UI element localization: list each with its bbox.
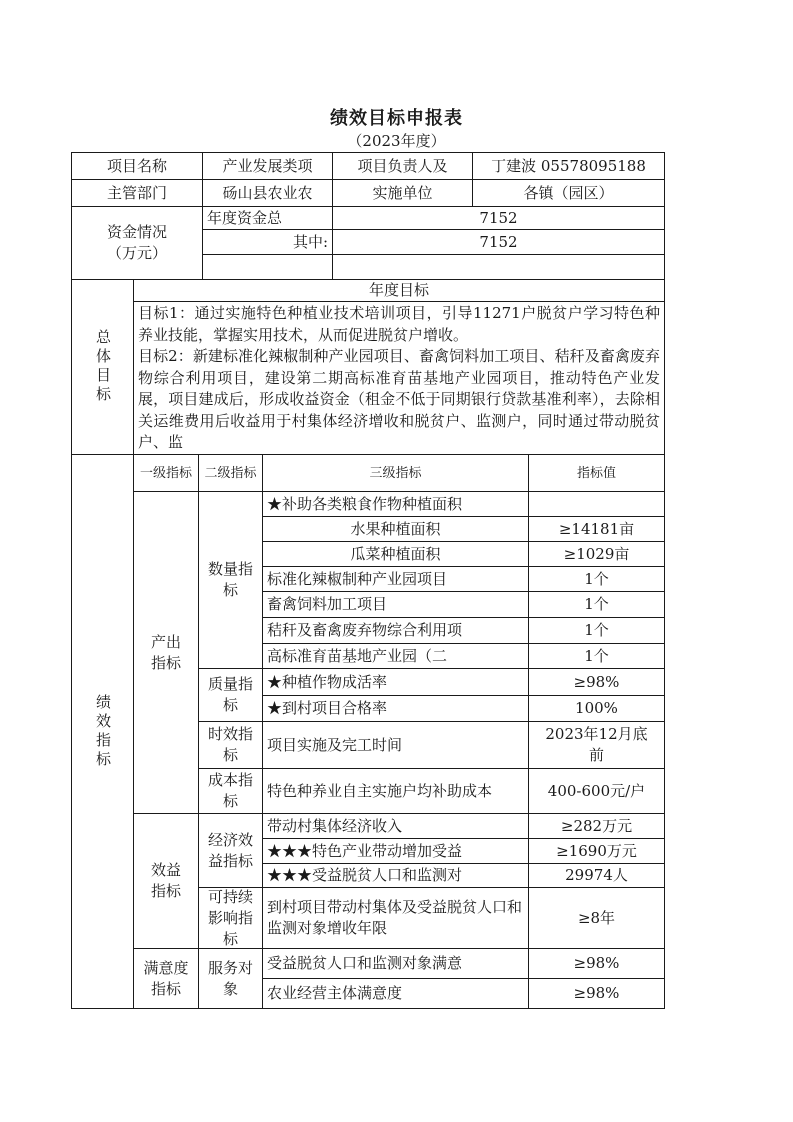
indicator-value: ≥8年 bbox=[528, 887, 665, 949]
header-value: 指标值 bbox=[528, 454, 665, 492]
funds-label-line2: （万元） bbox=[106, 244, 167, 262]
project-owner-label: 项目负责人及 bbox=[332, 152, 473, 180]
indicator-name: 农业经营主体满意度 bbox=[262, 978, 529, 1009]
indicator-name: 水果种植面积 bbox=[262, 516, 529, 542]
indicator-value: ≥1690万元 bbox=[528, 838, 665, 864]
satisfaction-indicators-label: 满意度指标 bbox=[133, 948, 199, 1009]
funds-blank-cell bbox=[202, 254, 333, 280]
indicator-name: 到村项目带动村集体及受益脱贫人口和监测对象增收年限 bbox=[262, 887, 529, 949]
indicator-name: 标准化辣椒制种产业园项目 bbox=[262, 566, 529, 592]
header-level1: 一级指标 bbox=[133, 454, 199, 492]
indicator-name: 特色种养业自主实施户均补助成本 bbox=[262, 768, 529, 814]
indicator-value: ≥98% bbox=[528, 978, 665, 1009]
annual-goals-header: 年度目标 bbox=[133, 279, 665, 302]
header-level2: 二级指标 bbox=[198, 454, 263, 492]
project-name-value: 产业发展类项 bbox=[202, 152, 333, 180]
indicator-value: 400-600元/户 bbox=[528, 768, 665, 814]
economic-benefit-label: 经济效益指标 bbox=[198, 813, 263, 888]
document-subtitle: （2023年度） bbox=[347, 132, 446, 150]
goal-2: 目标2：新建标准化辣椒制种产业园项目、畜禽饲料加工项目、秸秆及畜禽废弃物综合利用项目，建设第二期高标准育苗基地产业园项目，推动特色产业发展，项目建成后，形成收益资金（租金不低于同期银行贷款基准利率），去除相关运维费用后收益用于村集体经济增收和脱贫户、监测户，同时通过带动脱贫户、监 bbox=[138, 347, 660, 451]
indicator-name: 项目实施及完工时间 bbox=[262, 721, 529, 769]
indicator-value: 2023年12月底前 bbox=[528, 721, 665, 769]
funds-of-which-label: 其中: bbox=[202, 229, 333, 255]
quality-indicators-label: 质量指标 bbox=[198, 668, 263, 722]
performance-indicators-side-label: 绩效指标 bbox=[71, 454, 134, 1009]
project-owner-value: 丁建波 05578095188 bbox=[472, 152, 665, 180]
implementing-unit-label: 实施单位 bbox=[332, 179, 473, 207]
cost-indicators-label: 成本指标 bbox=[198, 768, 263, 814]
funds-total-label: 年度资金总 bbox=[202, 206, 333, 230]
funds-label-line1: 资金情况 bbox=[106, 223, 167, 241]
project-name-label: 项目名称 bbox=[71, 152, 203, 180]
supervisor-dept-value: 砀山县农业农 bbox=[202, 179, 333, 207]
indicator-name: ★★★受益脱贫人口和监测对 bbox=[262, 863, 529, 888]
indicator-value: 29974人 bbox=[528, 863, 665, 888]
sustainable-impact-label: 可持续影响指标 bbox=[198, 887, 263, 949]
indicator-name: ★★★特色产业带动增加受益 bbox=[262, 838, 529, 864]
indicator-name: ★到村项目合格率 bbox=[262, 695, 529, 722]
indicator-value bbox=[528, 491, 665, 517]
document-title: 绩效目标申报表 bbox=[330, 108, 463, 129]
benefit-indicators-label: 效益指标 bbox=[133, 813, 199, 949]
indicator-value: ≥14181亩 bbox=[528, 516, 665, 542]
indicator-value: 1个 bbox=[528, 566, 665, 592]
indicator-value: 1个 bbox=[528, 617, 665, 644]
indicator-name: 高标准育苗基地产业园（二 bbox=[262, 643, 529, 669]
funds-blank-value bbox=[332, 254, 665, 280]
indicator-value: ≥1029亩 bbox=[528, 541, 665, 567]
indicator-value: 1个 bbox=[528, 591, 665, 618]
indicator-value: ≥282万元 bbox=[528, 813, 665, 839]
funds-of-which-value: 7152 bbox=[332, 229, 665, 255]
indicator-value: 1个 bbox=[528, 643, 665, 669]
overall-goals-side-label: 总体目标 bbox=[71, 279, 134, 455]
timeliness-indicators-label: 时效指标 bbox=[198, 721, 263, 769]
quantity-indicators-label: 数量指标 bbox=[198, 491, 263, 669]
indicator-name: ★种植作物成活率 bbox=[262, 668, 529, 696]
performance-table bbox=[72, 153, 665, 1010]
funds-label bbox=[71, 206, 203, 280]
indicator-value: ≥98% bbox=[528, 668, 665, 696]
supervisor-dept-label: 主管部门 bbox=[71, 179, 203, 207]
service-target-label: 服务对象 bbox=[198, 948, 263, 1009]
indicator-name: ★补助各类粮食作物种植面积 bbox=[262, 491, 529, 517]
header-level3: 三级指标 bbox=[262, 454, 529, 492]
funds-total-value: 7152 bbox=[332, 206, 665, 230]
indicator-value: 100% bbox=[528, 695, 665, 722]
output-indicators-label: 产出指标 bbox=[133, 491, 199, 814]
indicator-name: 畜禽饲料加工项目 bbox=[262, 591, 529, 618]
annual-goals-text bbox=[133, 301, 665, 455]
indicator-name: 瓜菜种植面积 bbox=[262, 541, 529, 567]
goal-1: 目标1：通过实施特色种植业技术培训项目，引导11271户脱贫户学习特色种养业技能，掌握实用技术，从而促进脱贫户增收。 bbox=[138, 304, 660, 344]
indicator-name: 带动村集体经济收入 bbox=[262, 813, 529, 839]
indicator-name: 秸秆及畜禽废弃物综合利用项 bbox=[262, 617, 529, 644]
implementing-unit-value: 各镇（园区） bbox=[472, 179, 665, 207]
indicator-value: ≥98% bbox=[528, 948, 665, 979]
indicator-name: 受益脱贫人口和监测对象满意 bbox=[262, 948, 529, 979]
